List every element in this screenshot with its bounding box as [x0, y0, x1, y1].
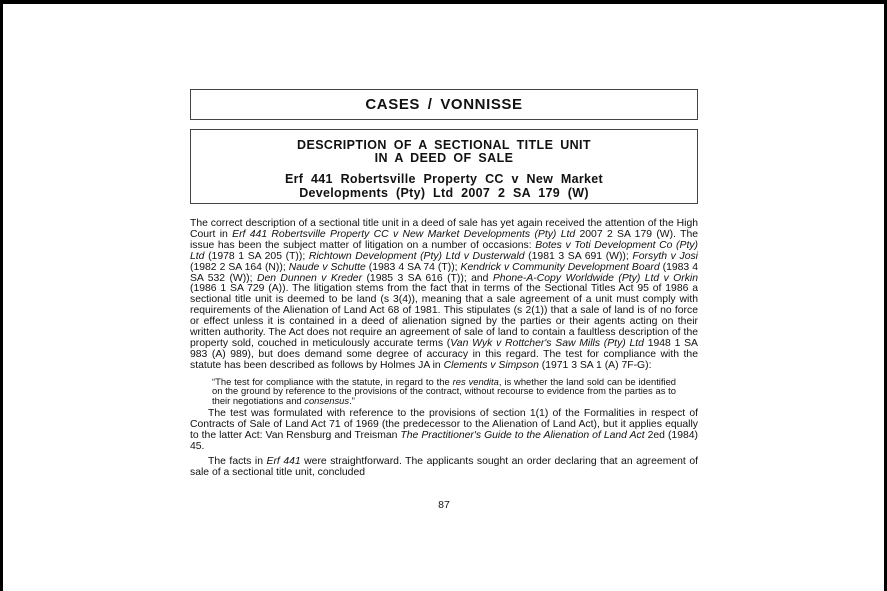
text-run: (1981 3 SA 691 (W));: [524, 250, 633, 262]
text-run: (1982 2 SA 164 (N));: [190, 261, 289, 273]
italic-text-run: Den Dunnen v Kreder: [256, 272, 363, 284]
section-header-title: CASES / VONNISSE: [365, 96, 523, 113]
text-run: 2007 2 SA 179 (W). The issue has been the subject matter of litigation on a number of occasions:: [190, 228, 698, 251]
text-run: .”: [349, 394, 355, 406]
italic-text-run: Clements v Simpson: [443, 359, 539, 371]
italic-text-run: Van Wyk v Rottcher's Saw Mills (Pty) Ltd: [450, 337, 644, 349]
italic-text-run: Naude v Schutte: [288, 261, 366, 273]
italic-text-run: Phone-A-Copy Worldwide (Pty) Ltd v Orkin: [492, 272, 698, 284]
text-run: 2ed (1984) 45.: [190, 430, 698, 453]
paragraph-intro: [190, 219, 698, 372]
paragraph-test: [190, 409, 698, 453]
case-title-box: [190, 129, 698, 204]
italic-text-run: Erf 441: [266, 456, 301, 468]
text-run: The facts in: [208, 456, 267, 468]
text-run: (1985 3 SA 616 (T)); and: [362, 272, 493, 284]
text-run: (1986 1 SA 729 (A)). The litigation stems from the fact that in terms of the Sectional Titles Act 95 of 1986 a sectional title unit is deemed to be land (s 3(4)), meaning that a sale agreement of a unit must comply with requirements of the Alienation of Land Act 68 of 1981. This stipulates (s 2(1)) that a sale of land is of no force or effect unless it is contained in a deed of alienation signed by the parties or their agents acting on their written authority. The Act does not require an agreement of sale of land to contain a faultless description of the property sold, couched in meticulously accurate terms (: [190, 283, 698, 349]
page-edge-top: [0, 0, 887, 4]
italic-text-run: Botes v Toti Development Co (Pty) Ltd: [190, 239, 698, 262]
section-header-box: [190, 89, 698, 120]
text-run: The test was formulated with reference to the provisions of section 1(1) of the Formalities in respect of Contracts of Sale of Land Act 71 of 1969 (the predecessor to the Alienation of Land Act), but it applies equally to the latter Act: Van Rensburg and Treisman: [190, 408, 698, 442]
text-run: (1971 3 SA 1 (A) 7F-G):: [538, 359, 652, 371]
case-citation-line-2: Developments (Pty) Ltd 2007 2 SA 179 (W): [299, 186, 589, 200]
text-run: (1983 4 SA 532 (W));: [190, 261, 698, 284]
italic-text-run: res vendita: [452, 375, 499, 387]
case-heading-line-2: IN A DEED OF SALE: [374, 151, 514, 165]
italic-text-run: consensus: [304, 394, 350, 406]
italic-text-run: Forsyth v Josi: [632, 250, 698, 262]
text-run: (1978 1 SA 205 (T));: [204, 250, 309, 262]
text-run: 1948 1 SA 983 (A) 989), but does demand some degree of accuracy in this regard. The test for compliance with the statute has been described as follows by Holmes JA in: [190, 337, 698, 371]
page-edge-left: [0, 0, 3, 591]
italic-text-run: The Practitioner's Guide to the Alienation of Land Act: [400, 430, 645, 442]
block-quote: [212, 377, 676, 406]
text-run: were straightforward. The applicants sought an order declaring that an agreement of sale of a sectional title unit, concluded: [190, 456, 698, 478]
paragraph-facts: [190, 457, 698, 479]
case-citation: [191, 172, 697, 200]
text-run: (1983 4 SA 74 (T));: [365, 261, 461, 273]
case-citation-line-1: Erf 441 Robertsville Property CC v New Market: [285, 172, 603, 186]
text-run: The correct description of a sectional title unit in a deed of sale has yet again received the attention of the High Court in: [190, 218, 698, 240]
page-number: 87: [438, 499, 450, 511]
italic-text-run: Kendrick v Community Development Board: [460, 261, 660, 273]
case-heading-line-1: DESCRIPTION OF A SECTIONAL TITLE UNIT: [297, 138, 591, 152]
italic-text-run: Richtown Development (Pty) Ltd v Dusterwald: [308, 250, 525, 262]
text-run: , is whether the land sold can be identified on the ground by reference to the provisions of the contract, without recourse to evidence from the parties as to their negotiations and: [212, 375, 676, 406]
text-run: “The test for compliance with the statute, in regard to the: [212, 375, 453, 387]
article-body: [190, 219, 698, 479]
italic-text-run: Erf 441 Robertsville Property CC v New Market Developments (Pty) Ltd: [232, 228, 576, 240]
